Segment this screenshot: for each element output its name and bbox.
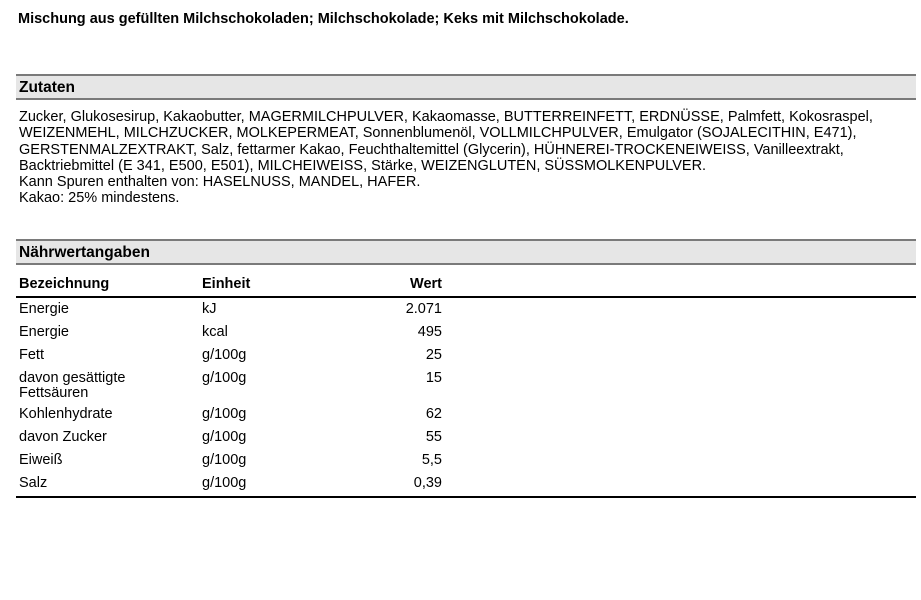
- ingredients-line: Backtriebmittel (E 341, E500, E501), MILCHEIWEISS, Stärke, WEIZENGLUTEN, SÜSSMOLKENPULVER.: [19, 157, 707, 174]
- nutrient-value: 0,39: [413, 475, 442, 491]
- row-spacer: [445, 344, 916, 367]
- column-header-spacer: [445, 271, 916, 297]
- nutrient-value: 25: [425, 347, 442, 363]
- nutrient-unit: g/100g: [202, 406, 247, 422]
- nutrient-name: davon Zucker: [19, 429, 107, 445]
- nutrient-unit: g/100g: [202, 475, 247, 491]
- column-header-value: Wert: [335, 271, 445, 297]
- cocoa-content-line: Kakao: 25% mindestens.: [19, 190, 180, 207]
- table-header-row: [16, 271, 916, 297]
- nutrient-value: 55: [425, 429, 442, 445]
- row-spacer: [445, 403, 916, 426]
- row-spacer: [445, 367, 916, 403]
- nutrition-table: [16, 271, 916, 500]
- table-row: [16, 403, 916, 426]
- nutrient-name: Kohlenhydrate: [19, 406, 113, 422]
- column-header-unit: Einheit: [199, 271, 335, 297]
- ingredients-line: WEIZENMEHL, MILCHZUCKER, MOLKEPERMEAT, Sonnenblumenöl, VOLLMILCHPULVER, Emulgator (SOJALECITHIN, E471),: [19, 125, 857, 142]
- allergen-traces-line: Kann Spuren enthalten von: HASELNUSS, MANDEL, HAFER.: [19, 174, 421, 191]
- ingredients-line: Zucker, Glukosesirup, Kakaobutter, MAGERMILCHPULVER, Kakaomasse, BUTTERREINFETT, ERDNÜSSE, Palmfett, Kokosraspel,: [19, 109, 873, 125]
- ingredients-heading: Zutaten: [19, 79, 75, 96]
- nutrition-section-header: [16, 239, 916, 265]
- table-row: [16, 297, 916, 321]
- row-spacer: [445, 297, 916, 321]
- nutrient-value: 5,5: [421, 452, 442, 468]
- row-spacer: [445, 321, 916, 344]
- nutrient-unit: g/100g: [202, 347, 247, 363]
- nutrient-name: Fett: [19, 347, 44, 363]
- nutrient-unit: g/100g: [202, 370, 247, 386]
- nutrient-name: Energie: [19, 301, 69, 317]
- nutrient-value: 495: [417, 324, 442, 340]
- table-row: [16, 344, 916, 367]
- product-title: Mischung aus gefüllten Milchschokoladen; Milchschokolade; Keks mit Milchschokolade.: [18, 11, 629, 27]
- nutrient-value: 2.071: [405, 301, 442, 317]
- nutrient-unit: kcal: [202, 324, 228, 340]
- nutrient-name: Eiweiß: [19, 452, 63, 468]
- nutrient-name: Salz: [19, 475, 48, 491]
- table-bottom-rule: [16, 496, 916, 498]
- nutrient-unit: kJ: [202, 301, 217, 317]
- ingredients-text: [19, 109, 914, 207]
- table-row: [16, 321, 916, 344]
- table-row: [16, 426, 916, 449]
- nutrient-name: Energie: [19, 324, 69, 340]
- column-header-name: Bezeichnung: [16, 271, 199, 297]
- nutrient-unit: g/100g: [202, 452, 247, 468]
- nutrient-value: 15: [425, 370, 442, 386]
- nutrient-unit: g/100g: [202, 429, 247, 445]
- row-spacer: [445, 449, 916, 472]
- table-row: [16, 449, 916, 472]
- table-row: [16, 367, 916, 403]
- ingredients-line: GERSTENMALZEXTRAKT, Salz, fettarmer Kakao, Feuchthaltemittel (Glycerin), HÜHNEREI-TROCKENEIWEISS, Vanilleextrakt,: [19, 141, 844, 158]
- nutrient-name: davon gesättigte Fettsäuren: [19, 370, 126, 401]
- row-spacer: [445, 426, 916, 449]
- nutrition-heading: Nährwertangaben: [19, 244, 150, 261]
- ingredients-section-header: [16, 74, 916, 100]
- nutrient-value: 62: [425, 406, 442, 422]
